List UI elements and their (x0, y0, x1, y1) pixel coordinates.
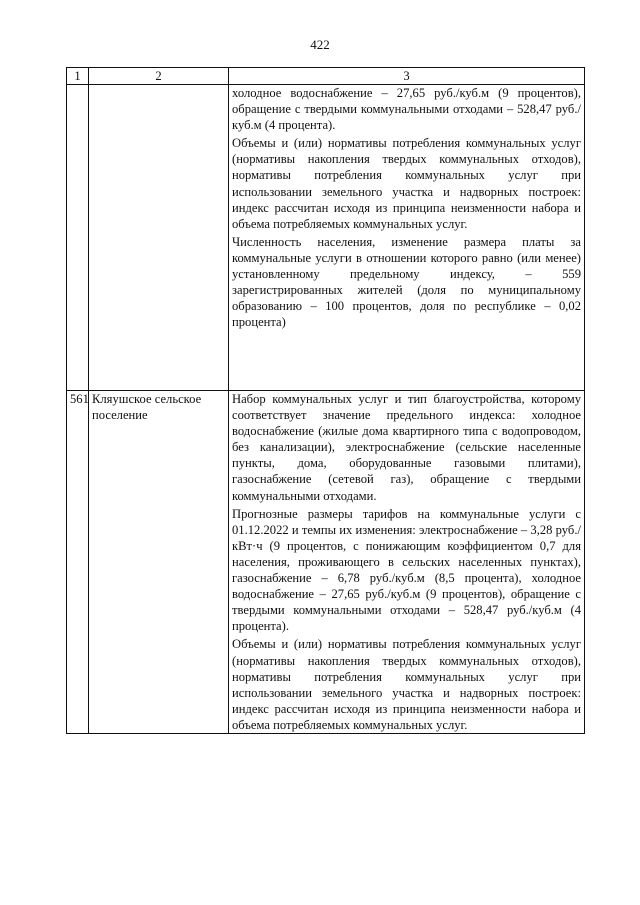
table-row (67, 391, 585, 734)
column-header-1: 1 (67, 68, 89, 85)
municipality-name (89, 85, 229, 391)
row-content (229, 85, 585, 391)
paragraph: Объемы и (или) нормативы потребления коммунальных услуг (нормативы накопления твердых коммунальных отходов), нормативы потребления коммунальных услуг при использовании земельного участка и надворных построек: индекс рассчитан исходя из принципа неизменности набора и объема потребляемых коммунальных услуг. (232, 136, 581, 231)
tariff-table (66, 67, 585, 734)
table-header-row (67, 68, 585, 85)
page-number: 422 (310, 37, 330, 52)
row-number (67, 85, 89, 391)
paragraph: Набор коммунальных услуг и тип благоустройства, которому соответствует значение предельного индекса: холодное водоснабжение (жилые дома квартирного типа с водопроводом, без канализации), электроснабжение (сельские населенные пункты, дома, оборудованные газовыми плитами), газоснабжение (сетевой газ), обращение с твердыми коммунальными отходами. (232, 392, 581, 503)
paragraph: Численность населения, изменение размера платы за коммунальные услуги в отношении которого равно (или менее) установленному предельному индексу, – 559 зарегистрированных жителей (доля по муниципальному образованию – 100 процентов, доля по республике – 0,02 процента) (232, 234, 581, 330)
row-content (229, 391, 585, 734)
table-row (67, 85, 585, 391)
municipality-name: Кляушское сельское поселение (89, 391, 229, 734)
column-header-3: 3 (229, 68, 585, 85)
paragraph: холодное водоснабжение – 27,65 руб./куб.м (9 процентов), обращение с твердыми коммунальными отходами – 528,47 руб./куб.м (4 процента). (232, 86, 581, 133)
paragraph: Прогнозные размеры тарифов на коммунальные услуги с 01.12.2022 и темпы их изменения: электроснабжение – 3,28 руб./кВт·ч (9 процентов, с понижающим коэффициентом 0,7 для населения, проживающего в сельских населенных пунктах), газоснабжение – 6,78 руб./куб.м (8,5 процента), холодное водоснабжение – 27,65 руб./куб.м (9 процентов), обращение с твердыми коммунальными отходами – 528,47 руб./куб.м (4 процента). (232, 506, 581, 634)
row-number: 561 (67, 391, 89, 734)
paragraph: Объемы и (или) нормативы потребления коммунальных услуг (нормативы накопления твердых коммунальных отходов), нормативы потребления коммунальных услуг при использовании земельного участка и надворных построек: индекс рассчитан исходя из принципа неизменности набора и объема потребляемых коммунальных услуг. (232, 637, 581, 732)
column-header-2: 2 (89, 68, 229, 85)
